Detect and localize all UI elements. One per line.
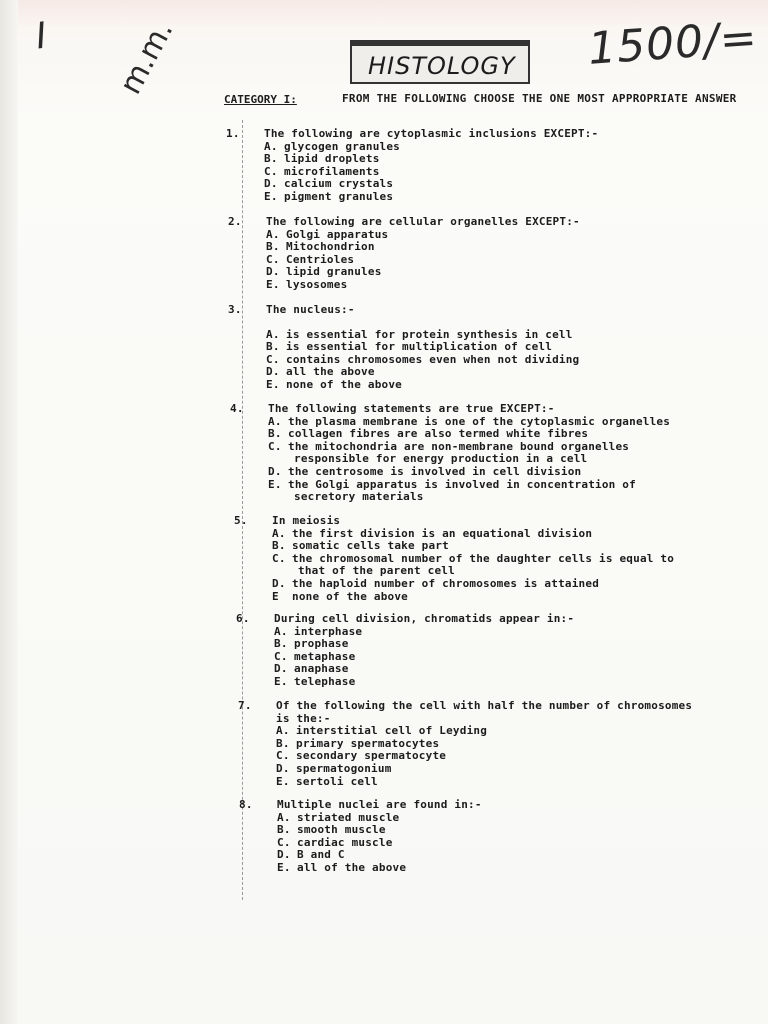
question-number: 1. xyxy=(226,127,240,140)
option-letter: B. xyxy=(264,152,278,166)
answer-option[interactable] xyxy=(277,862,482,875)
option-letter: C. xyxy=(272,551,286,565)
question-item xyxy=(226,127,599,204)
option-letter: A. xyxy=(274,624,288,638)
option-letter: B. xyxy=(266,240,280,254)
question-stem: The following are cytoplasmic inclusions EXCEPT:- xyxy=(264,127,599,140)
option-letter: D. xyxy=(266,265,280,279)
question-number: 5. xyxy=(234,514,248,527)
answer-option[interactable] xyxy=(274,676,574,689)
question-item xyxy=(228,303,580,392)
option-letter: B. xyxy=(277,823,291,837)
option-text: interphase xyxy=(294,624,363,638)
option-text: collagen fibres are also termed white fibres xyxy=(288,427,589,441)
option-letter: A. xyxy=(268,414,282,428)
question-item xyxy=(239,798,482,875)
option-letter: C. xyxy=(264,164,278,178)
option-text: somatic cells take part xyxy=(292,539,449,553)
option-text-continued: that of the parent cell xyxy=(298,564,455,578)
page-edge-shadow xyxy=(0,0,18,1024)
option-letter: E. xyxy=(274,674,288,688)
option-letter: C. xyxy=(266,352,280,366)
option-text: anaphase xyxy=(294,662,349,676)
margin-rule xyxy=(242,120,243,900)
option-text: none of the above xyxy=(286,377,402,391)
option-letter: D. xyxy=(276,761,290,775)
handwritten-initials: m.m. xyxy=(113,15,181,100)
option-letter: E. xyxy=(277,860,291,874)
option-letter: A. xyxy=(276,724,290,738)
subject-stamp-label: HISTOLOGY xyxy=(368,52,516,80)
option-text: the Golgi apparatus is involved in concentration of xyxy=(288,477,636,491)
handwritten-price: 1500/= xyxy=(586,12,760,75)
question-stem: The following are cellular organelles EXCEPT:- xyxy=(266,215,580,228)
option-text: primary spermatocytes xyxy=(296,736,440,750)
option-text: metaphase xyxy=(294,649,356,663)
option-letter: E. xyxy=(266,377,280,391)
option-text: the chromosomal number of the daughter cells is equal to xyxy=(292,551,675,565)
question-number: 6. xyxy=(236,612,250,625)
option-letter: D. xyxy=(264,177,278,191)
option-text: prophase xyxy=(294,637,349,651)
option-text-continued: secretory materials xyxy=(294,490,424,504)
question-number: 3. xyxy=(228,303,242,316)
option-letter: A. xyxy=(266,327,280,341)
question-item xyxy=(236,612,575,689)
option-letter: B. xyxy=(274,637,288,651)
option-text: the first division is an equational division xyxy=(292,526,593,540)
option-text: spermatogonium xyxy=(296,761,392,775)
option-text: cardiac muscle xyxy=(297,835,393,849)
option-text-continued: responsible for energy production in a cell xyxy=(294,452,588,466)
option-text: Golgi apparatus xyxy=(286,227,389,241)
option-text: the mitochondria are non-membrane bound organelles xyxy=(288,439,630,453)
option-letter: E. xyxy=(264,189,278,203)
question-item xyxy=(230,402,671,504)
subject-stamp xyxy=(350,40,530,84)
option-text: glycogen granules xyxy=(284,139,400,153)
option-text: B and C xyxy=(297,848,345,862)
option-letter: D. xyxy=(274,662,288,676)
option-letter: D. xyxy=(272,576,286,590)
question-stem: The following statements are true EXCEPT:- xyxy=(268,402,555,415)
option-letter: B. xyxy=(266,340,280,354)
question-stem: The nucleus:- xyxy=(266,303,355,316)
option-letter: E. xyxy=(276,774,290,788)
question-item xyxy=(234,514,675,603)
option-letter: D. xyxy=(277,848,291,862)
question-stem: Multiple nuclei are found in:- xyxy=(277,798,482,811)
option-text: sertoli cell xyxy=(296,774,378,788)
option-text: calcium crystals xyxy=(284,177,394,191)
question-stem-continued: is the:- xyxy=(276,711,331,725)
option-text: lipid granules xyxy=(286,265,382,279)
option-text: Mitochondrion xyxy=(286,240,375,254)
option-letter: A. xyxy=(264,139,278,153)
option-text: contains chromosomes even when not dividing xyxy=(286,352,580,366)
option-text: the haploid number of chromosomes is attained xyxy=(292,576,600,590)
question-number: 8. xyxy=(239,798,253,811)
option-text: the plasma membrane is one of the cytoplasmic organelles xyxy=(288,414,671,428)
option-letter: D. xyxy=(266,365,280,379)
option-letter: E. xyxy=(268,477,282,491)
option-letter: A. xyxy=(272,526,286,540)
option-text: lysosomes xyxy=(286,277,348,291)
option-letter: E. xyxy=(266,277,280,291)
option-text: secondary spermatocyte xyxy=(296,749,447,763)
option-letter: B. xyxy=(272,539,286,553)
option-letter: C. xyxy=(276,749,290,763)
question-stem: In meiosis xyxy=(272,514,341,527)
answer-option[interactable] xyxy=(266,279,580,292)
option-letter: D. xyxy=(268,464,282,478)
option-text: telephase xyxy=(294,674,356,688)
option-letter: B. xyxy=(268,427,282,441)
question-stem: During cell division, chromatids appear in:- xyxy=(274,612,575,625)
option-letter: A. xyxy=(266,227,280,241)
question-stem: Of the following the cell with half the number of chromosomes xyxy=(276,699,693,712)
option-letter: C. xyxy=(266,252,280,266)
option-text: pigment granules xyxy=(284,189,394,203)
option-letter: C. xyxy=(268,439,282,453)
option-letter: E xyxy=(272,589,279,603)
option-text: interstitial cell of Leyding xyxy=(296,724,488,738)
question-number: 4. xyxy=(230,402,244,415)
option-text: none of the above xyxy=(292,589,408,603)
question-item xyxy=(238,699,693,788)
option-letter: C. xyxy=(277,835,291,849)
question-number: 2. xyxy=(228,215,242,228)
option-text: Centrioles xyxy=(286,252,355,266)
question-number: 7. xyxy=(238,699,252,712)
option-text: lipid droplets xyxy=(284,152,380,166)
answer-option[interactable] xyxy=(266,379,579,392)
option-text: all of the above xyxy=(297,860,407,874)
option-text: microfilaments xyxy=(284,164,380,178)
handwritten-mark: I xyxy=(33,15,50,58)
category-heading: CATEGORY I: xyxy=(224,93,297,106)
option-text: all the above xyxy=(286,365,375,379)
option-text: the centrosome is involved in cell division xyxy=(288,464,582,478)
answer-option[interactable] xyxy=(264,191,598,204)
option-letter: A. xyxy=(277,810,291,824)
option-letter: B. xyxy=(276,736,290,750)
question-item xyxy=(228,215,580,292)
option-text: striated muscle xyxy=(297,810,400,824)
option-letter: C. xyxy=(274,649,288,663)
option-text: smooth muscle xyxy=(297,823,386,837)
option-text: is essential for multiplication of cell xyxy=(286,340,553,354)
answer-option[interactable] xyxy=(276,776,692,789)
option-text: is essential for protein synthesis in cell xyxy=(286,327,573,341)
answer-option[interactable] xyxy=(272,591,674,604)
instruction-text: FROM THE FOLLOWING CHOOSE THE ONE MOST APPROPRIATE ANSWER xyxy=(342,92,737,105)
